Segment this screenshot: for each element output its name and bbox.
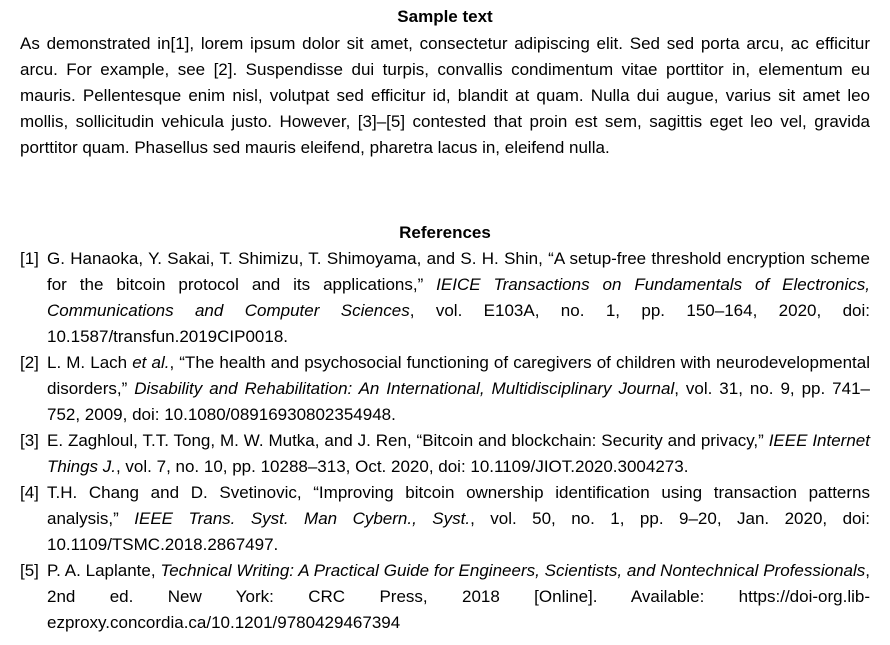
reference-item [20,480,870,558]
reference-authors: L. M. Lach [47,353,133,372]
reference-number: [2] [20,353,39,372]
reference-number: [1] [20,249,39,268]
reference-item [20,350,870,428]
sample-paragraph: As demonstrated in[1], lorem ipsum dolor sit amet, consectetur adipiscing elit. Sed sed porta arcu, ac efficitur arcu. For example, see [2]. Suspendisse dui turpis, convallis condimentum vitae porttitor in, elementum eu mauris. Pellentesque enim nisl, volutpat sed efficitur id, blandit at quam. Nulla dui augue, varius sit amet leo mollis, sollicitudin vehicula justo. However, [3]–[5] contested that proin est sem, sagittis eget leo vel, gravida porttitor quam. Phasellus sed mauris eleifend, pharetra lacus in, eleifend nulla. [20,34,870,157]
reference-list [20,246,870,636]
reference-item [20,428,870,480]
references-heading: References [399,223,491,242]
reference-journal: IEEE Internet Things J. [47,431,870,476]
reference-authors-title: T.H. Chang and D. Svetinovic, “Improving bitcoin ownership identification using transaction patterns analysis,” [47,483,870,528]
reference-authors: P. A. Laplante, [47,561,161,580]
reference-details: , vol. 50, no. 1, pp. 9–20, Jan. 2020, doi: 10.1109/TSMC.2018.2867497. [47,509,870,554]
reference-authors-title: G. Hanaoka, Y. Sakai, T. Shimizu, T. Shimoyama, and S. H. Shin, “A setup-free threshold encryption scheme for the bitcoin protocol and its applications,” [47,249,870,294]
reference-number: [5] [20,561,39,580]
reference-text [47,480,870,558]
reference-et-al: et al. [132,353,170,372]
reference-text [47,558,870,636]
reference-journal: IEICE Transactions on Fundamentals of Electronics, Communications and Computer Sciences [47,275,870,320]
reference-text [47,246,870,350]
reference-title: , “The health and psychosocial functioning of caregivers of children with neurodevelopmental disorders,” [47,353,870,398]
reference-details: , vol. 31, no. 9, pp. 741–752, 2009, doi: 10.1080/08916930802354948. [47,379,870,424]
reference-item [20,246,870,350]
reference-authors-title: E. Zaghloul, T.T. Tong, M. W. Mutka, and J. Ren, “Bitcoin and blockchain: Security and privacy,” [47,431,769,450]
reference-number: [4] [20,483,39,502]
sample-heading: Sample text [397,7,493,26]
reference-text [47,428,870,480]
reference-details: , vol. 7, no. 10, pp. 10288–313, Oct. 2020, doi: 10.1109/JIOT.2020.3004273. [115,457,689,476]
reference-book-title: Technical Writing: A Practical Guide for Engineers, Scientists, and Nontechnical Professionals [160,561,866,580]
reference-details: , vol. E103A, no. 1, pp. 150–164, 2020, doi: 10.1587/transfun.2019CIP0018. [47,301,870,346]
reference-text [47,350,870,428]
reference-details: , 2nd ed. New York: CRC Press, 2018 [Online]. Available: https://doi-org.lib-ezproxy.concordia.ca/10.1201/9780429467394 [47,561,870,632]
reference-journal: IEEE Trans. Syst. Man Cybern., Syst. [134,509,471,528]
reference-number: [3] [20,431,39,450]
reference-journal: Disability and Rehabilitation: An International, Multidisciplinary Journal [134,379,675,398]
reference-item [20,558,870,636]
